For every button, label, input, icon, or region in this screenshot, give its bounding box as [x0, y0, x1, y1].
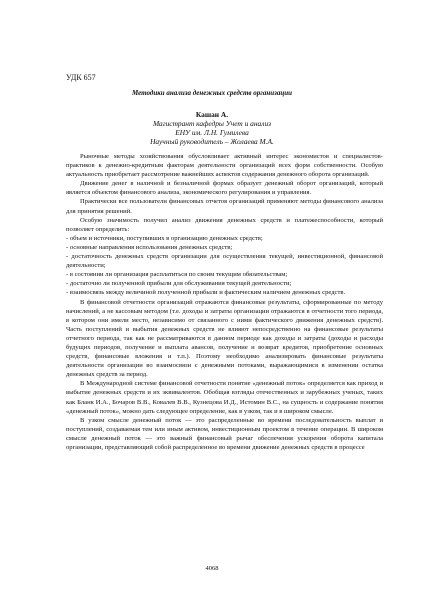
- list-item: - достаточность денежных средств организации для осуществления текущей, инвестиционной, финансовой деятельности;: [66, 253, 383, 270]
- author-block: [0, 110, 424, 146]
- author-position: Магистрант кафедры Учет и анализ: [152, 119, 272, 128]
- paragraph: В Международной системе финансовой отчетности понятие «денежный поток» определяется как приход и выбытие денежных средств и их эквивалентов. Обобщая взгляды отечественных и зарубежных ученых, таких как Бланк И.А., Бочаров В.В., Ковалев В.В., Кузнецова И.Д., Истомин В.С., на сущность и содержание понятия «денежный поток», можно дать следующее определение, как в узком, так и в широком смысле.: [66, 380, 383, 415]
- list-item: - основные направления использования денежных средств;: [66, 243, 233, 251]
- list-item: - достаточно ли полученной прибыли для обслуживания текущей деятельности;: [66, 280, 292, 288]
- article-title: Методики анализа денежных средств организации: [131, 89, 293, 97]
- list-item: - в состоянии ли организация расплатиться по своим текущим обязательствам;: [66, 271, 288, 279]
- paragraph: Рыночные методы хозяйствования обусловливает активный интерес экономистов и специалистов-практиков к денежно-кредитным факторам деятельности организаций всех форм собственности. Особую актуальность приобретает рассмотрение важнейших аспектов содержания денежного оборота организаций.: [66, 153, 383, 179]
- paragraph: В узком смысле денежный поток — это распределенные во времени последовательность выплат и поступлений, создаваемая тем или иным активом, инвестиционным проектом в течение операции. В широком смысле денежный поток — это важный финансовый рычаг обеспечения ускорения оборота капитала организации, представляющий собой распределенное во времени движение денежных средств в процессе: [66, 416, 383, 451]
- paragraph: Особую значимость получил анализ движения денежных средств и платежеспособности, который позволяет определить:: [66, 216, 383, 233]
- author-university: ЕНУ им. Л.Н. Гумилева: [175, 128, 249, 137]
- page-number: 4068: [205, 565, 219, 572]
- paragraph: Движение денег в наличной и безналичной формах образует денежный оборот организаций, который является объектом финансового анализа, экономического регулирования и управления.: [66, 180, 383, 197]
- paragraph: Практически все пользователи финансовых отчетов организаций применяют методы финансового анализа для принятия решений.: [66, 198, 383, 215]
- udk-code: УДК 657: [66, 73, 96, 82]
- author-supervisor: Научный руководитель – Жолаева М.А.: [150, 137, 274, 146]
- author-name: Кашан А.: [195, 110, 229, 119]
- paragraph: В финансовой отчетности организаций отражаются финансовые результаты, сформированные по методу начислений, а не кассовым методом (т.е. доходы и затраты организации отражаются в отчетности того периода, в котором они имели место, независимо от связанного с ними фактического движения денежных средств). Часть поступлений и выбытия денежных средств не влияют непосредственно на финансовые результаты отчетного периода, так как не рассматриваются в данном периоде как доходы и затраты (доходы и расходы будущих периодов, получение и выплата авансов, получение и возврат кредитов, приобретение основных средств, финансовые вложения и т.п.). Поэтому необходимо анализировать финансовые результаты деятельности организации во взаимосвязи с денежными потоками, выражающимися в изменении остатка денежных средств за период.: [66, 298, 383, 379]
- list-item: - взаимосвязь между величиной полученной прибыли и фактическим наличием денежных средств.: [66, 289, 346, 297]
- list-item: - объем и источники, поступивших в организацию денежных средств;: [66, 234, 263, 242]
- article-body: [66, 152, 383, 452]
